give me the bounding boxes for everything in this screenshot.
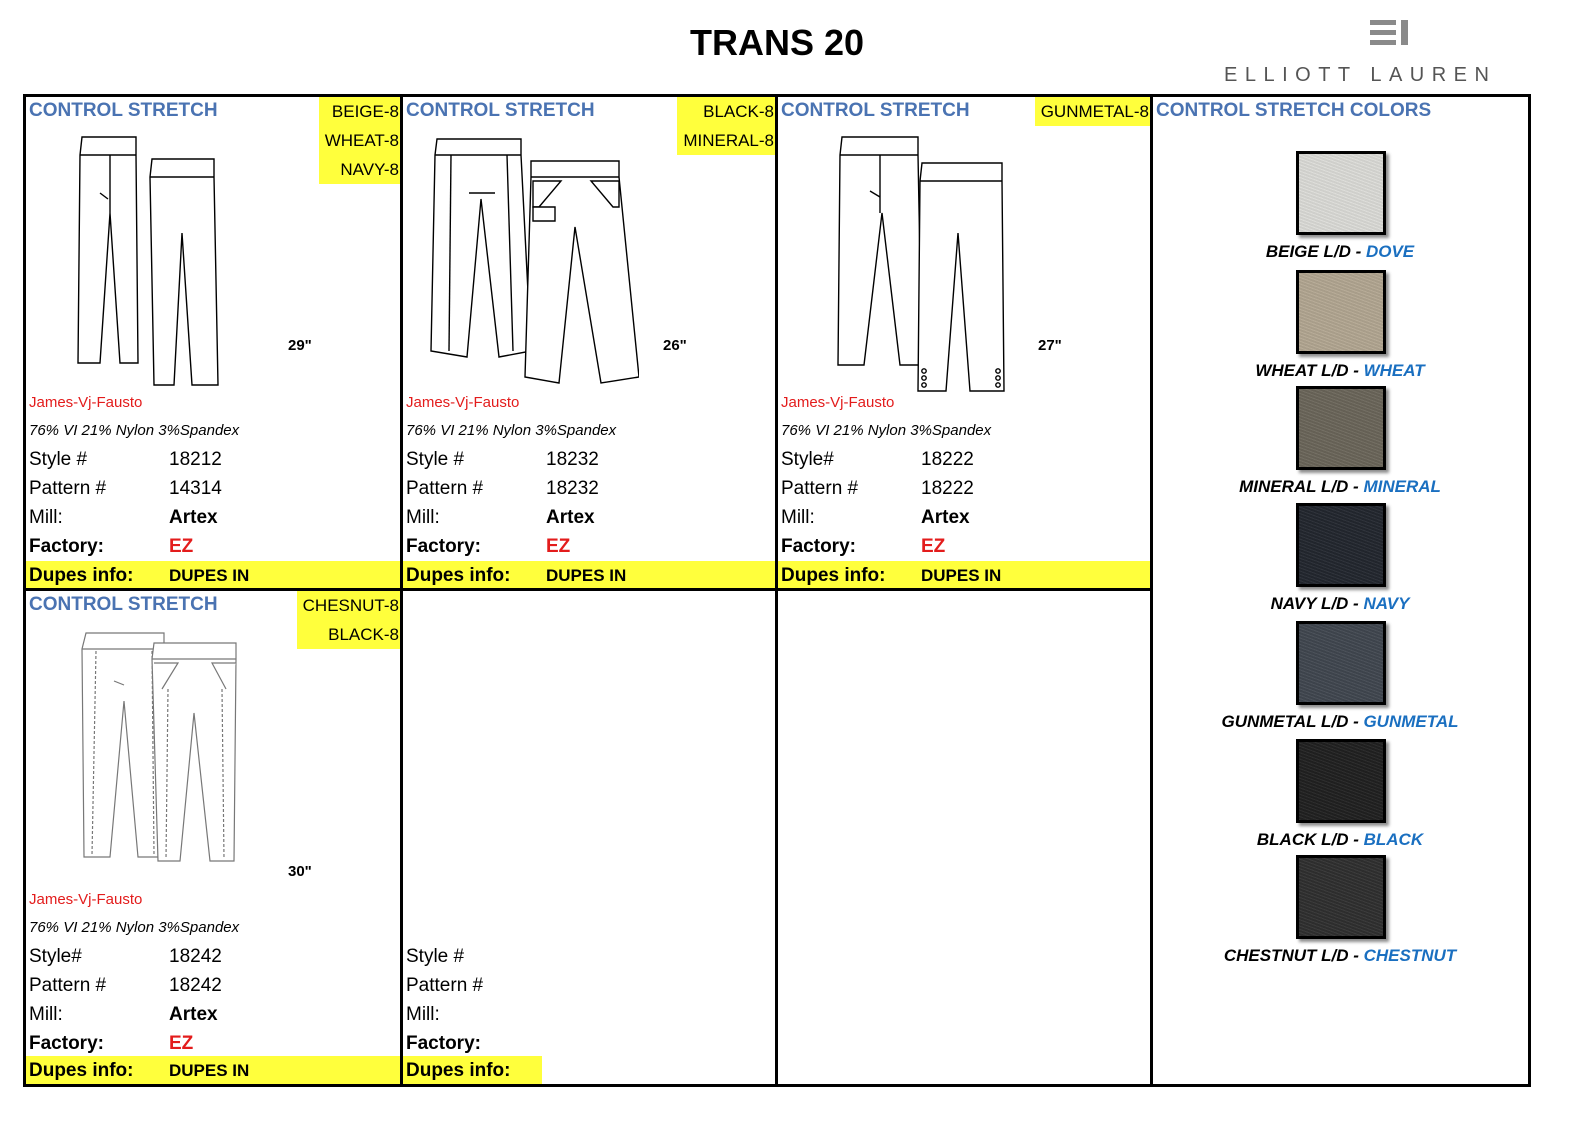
mill-row	[26, 503, 400, 532]
factory-value: EZ	[546, 536, 571, 557]
pattern-number: 14314	[169, 478, 222, 499]
pattern-number: 18242	[169, 975, 222, 996]
swatch-vendor-name: GUNMETAL	[1363, 712, 1459, 731]
swatch-color-name: BEIGE L/D -	[1265, 242, 1366, 261]
colors-panel	[1153, 97, 1528, 1084]
pattern-number: 18222	[921, 478, 974, 499]
swatch-color-name: NAVY L/D -	[1270, 594, 1364, 613]
mill-row	[26, 1000, 400, 1029]
dupes-row	[26, 561, 400, 588]
factory-label: Factory:	[406, 1033, 481, 1054]
color-tag: WHEAT-8	[319, 126, 400, 155]
fabric-swatch	[1296, 151, 1386, 235]
swatch-label	[1153, 712, 1527, 732]
pattern-label: Pattern #	[781, 478, 859, 499]
product-cell-18222	[778, 97, 1150, 588]
pattern-number: 18232	[546, 478, 599, 499]
designer-name: James-Vj-Fausto	[781, 394, 895, 411]
fabric-swatch	[1296, 621, 1386, 705]
pant-sketch	[429, 135, 639, 389]
style-number: 18222	[921, 449, 974, 470]
dupes-row	[403, 561, 775, 588]
fabric-swatch	[1296, 270, 1386, 354]
dupes-label: Dupes info:	[406, 565, 511, 586]
dupes-label: Dupes info:	[406, 1060, 511, 1081]
style-row	[403, 942, 775, 971]
fabric-content: 76% VI 21% Nylon 3%Spandex	[406, 422, 617, 439]
swatch-label	[1153, 830, 1527, 850]
swatch-color-name: CHESTNUT L/D -	[1223, 946, 1364, 965]
mill-row	[403, 503, 775, 532]
pattern-row	[26, 971, 400, 1000]
inseam-length: 30"	[288, 863, 312, 880]
brand-logo	[1224, 16, 1554, 88]
swatch-color-name: BLACK L/D -	[1256, 830, 1364, 849]
style-label: Style #	[406, 946, 465, 967]
fabric-swatch	[1296, 386, 1386, 470]
designer-name: James-Vj-Fausto	[29, 891, 143, 908]
dupes-row	[778, 561, 1150, 588]
mill-value: Artex	[546, 507, 595, 528]
pattern-label: Pattern #	[29, 975, 107, 996]
fabric-content: 76% VI 21% Nylon 3%Spandex	[781, 422, 992, 439]
fabric-content: 76% VI 21% Nylon 3%Spandex	[29, 422, 240, 439]
style-label: Style #	[29, 449, 88, 470]
swatch-label	[1153, 242, 1527, 262]
brand-name: ELLIOTT LAUREN	[1224, 64, 1497, 86]
swatch-vendor-name: MINERAL	[1363, 477, 1441, 496]
factory-row	[403, 1029, 775, 1058]
swatch-vendor-name: BLACK	[1363, 830, 1424, 849]
factory-row	[26, 532, 400, 561]
dupes-label: Dupes info:	[29, 565, 134, 586]
color-tag: GUNMETAL-8	[1035, 97, 1150, 126]
designer-name: James-Vj-Fausto	[29, 394, 143, 411]
pant-sketch	[834, 133, 1014, 395]
factory-value: EZ	[169, 1033, 194, 1054]
brand-monogram-icon	[1370, 20, 1410, 52]
inseam-length: 27"	[1038, 337, 1062, 354]
product-cell-18242	[26, 591, 400, 1084]
mill-label: Mill:	[406, 507, 440, 528]
fabric-content: 76% VI 21% Nylon 3%Spandex	[29, 919, 240, 936]
color-tag: MINERAL-8	[677, 126, 775, 155]
fabric-swatch	[1296, 503, 1386, 587]
mill-label: Mill:	[406, 1004, 440, 1025]
product-cell-empty	[403, 591, 775, 1084]
dupes-label: Dupes info:	[29, 1060, 134, 1081]
dupes-value: DUPES IN	[921, 566, 1002, 585]
product-cell-18232	[403, 97, 775, 588]
mill-row	[778, 503, 1150, 532]
color-tags	[297, 591, 400, 649]
swatch-label	[1153, 594, 1527, 614]
pant-sketch	[74, 133, 244, 393]
factory-value: EZ	[169, 536, 194, 557]
swatch-vendor-name: WHEAT	[1363, 361, 1425, 380]
mill-row	[403, 1000, 775, 1029]
color-tag: BLACK-8	[677, 97, 775, 126]
style-label: Style#	[29, 946, 82, 967]
swatch-vendor-name: NAVY	[1363, 594, 1410, 613]
dupes-value: DUPES IN	[169, 1061, 250, 1080]
inseam-length: 26"	[663, 337, 687, 354]
mill-label: Mill:	[781, 507, 815, 528]
pattern-row	[778, 474, 1150, 503]
factory-label: Factory:	[29, 1033, 104, 1054]
color-tags	[677, 97, 775, 155]
mill-label: Mill:	[29, 1004, 63, 1025]
dupes-value: DUPES IN	[169, 566, 250, 585]
color-tag: BLACK-8	[297, 620, 400, 649]
pant-sketch	[76, 629, 246, 869]
factory-label: Factory:	[781, 536, 856, 557]
pattern-row	[403, 971, 775, 1000]
factory-value: EZ	[921, 536, 946, 557]
swatch-color-name: WHEAT L/D -	[1255, 361, 1364, 380]
color-tag: NAVY-8	[319, 155, 400, 184]
style-label: Style #	[406, 449, 465, 470]
swatch-vendor-name: DOVE	[1365, 242, 1415, 261]
pattern-row	[26, 474, 400, 503]
style-row	[778, 445, 1150, 474]
fabric-swatch	[1296, 855, 1386, 939]
inseam-length: 29"	[288, 337, 312, 354]
line-sheet-grid	[23, 94, 1531, 1087]
pattern-label: Pattern #	[406, 478, 484, 499]
swatch-vendor-name: CHESTNUT	[1363, 946, 1457, 965]
dupes-row	[26, 1056, 400, 1084]
style-row	[403, 445, 775, 474]
swatch-color-name: MINERAL L/D -	[1239, 477, 1364, 496]
pattern-label: Pattern #	[406, 975, 484, 996]
product-title: CONTROL STRETCH	[406, 100, 595, 121]
factory-row	[26, 1029, 400, 1058]
product-title: CONTROL STRETCH	[29, 594, 218, 615]
product-title: CONTROL STRETCH	[781, 100, 970, 121]
dupes-label: Dupes info:	[781, 565, 886, 586]
mill-value: Artex	[921, 507, 970, 528]
swatch-label	[1153, 946, 1527, 966]
swatch-label	[1153, 477, 1527, 497]
dupes-row	[403, 1056, 542, 1084]
factory-label: Factory:	[406, 536, 481, 557]
mill-value: Artex	[169, 1004, 218, 1025]
swatch-color-name: GUNMETAL L/D -	[1221, 712, 1364, 731]
product-title: CONTROL STRETCH	[29, 100, 218, 121]
mill-label: Mill:	[29, 507, 63, 528]
style-number: 18242	[169, 946, 222, 967]
color-tags	[1035, 97, 1150, 126]
pattern-label: Pattern #	[29, 478, 107, 499]
color-tags	[319, 97, 400, 184]
factory-row	[778, 532, 1150, 561]
color-tag: BEIGE-8	[319, 97, 400, 126]
swatch-label	[1153, 361, 1527, 381]
fabric-swatch	[1296, 739, 1386, 823]
factory-label: Factory:	[29, 536, 104, 557]
dupes-value: DUPES IN	[546, 566, 627, 585]
designer-name: James-Vj-Fausto	[406, 394, 520, 411]
factory-row	[403, 532, 775, 561]
mill-value: Artex	[169, 507, 218, 528]
style-row	[26, 445, 400, 474]
style-row	[26, 942, 400, 971]
pattern-row	[403, 474, 775, 503]
style-number: 18212	[169, 449, 222, 470]
color-tag: CHESNUT-8	[297, 591, 400, 620]
product-cell-18212	[26, 97, 400, 588]
style-number: 18232	[546, 449, 599, 470]
style-label: Style#	[781, 449, 834, 470]
colors-panel-title: CONTROL STRETCH COLORS	[1156, 100, 1432, 121]
page-title: TRANS 20	[689, 22, 865, 63]
